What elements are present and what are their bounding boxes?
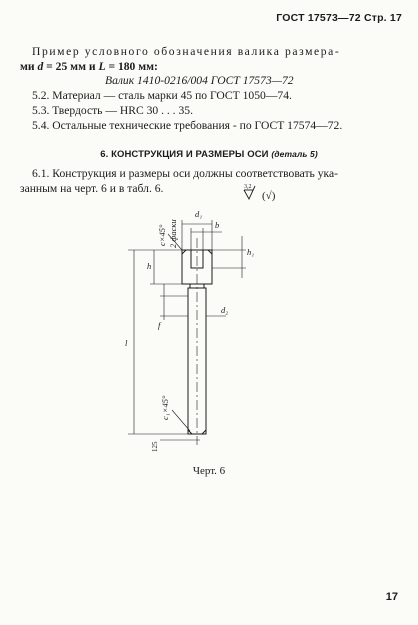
roughness-paren: (√) [262,190,276,202]
label-f: f [158,320,161,330]
example-line-2: ми d = 25 мм и L = 180 мм: [20,60,158,73]
label-c45: c×45° [157,224,167,246]
page-number: 17 [385,591,398,603]
para-6-1-line-2: занным на черт. 6 и в табл. 6. [20,182,164,195]
item-5-3: 5.3. Твердость — HRC 30 . . . 35. [32,104,193,117]
figure-caption: Черт. 6 [192,465,226,477]
item-5-4: 5.4. Остальные технические требования - по ГОСТ 17574—72. [32,119,343,132]
label-b: b [215,220,220,230]
label-two-faces: 2 фаски [168,219,178,248]
label-d1: d₁ [195,209,203,219]
label-h1: h₁ [247,247,255,257]
item-5-2: 5.2. Материал — сталь марки 45 по ГОСТ 1050—74. [32,89,292,102]
label-r: 125 [151,441,159,452]
label-d2: d₂ [221,305,229,315]
section-heading: 6. КОНСТРУКЦИЯ И РАЗМЕРЫ ОСИ (деталь 5) [100,149,318,160]
label-h: h [147,261,152,271]
example-designation: Валик 1410-0216/004 ГОСТ 17573—72 [105,74,294,87]
page-header: ГОСТ 17573—72 Стр. 17 [276,12,402,24]
label-l: l [125,338,128,348]
roughness-value: 3,2 [244,184,252,190]
example-line-1: Пример условного обозначения валика размера- [32,45,341,58]
label-c1-45: c₁×45° [160,395,170,420]
para-6-1-line-1: 6.1. Конструкция и размеры оси должны соответствовать ука- [32,167,339,180]
